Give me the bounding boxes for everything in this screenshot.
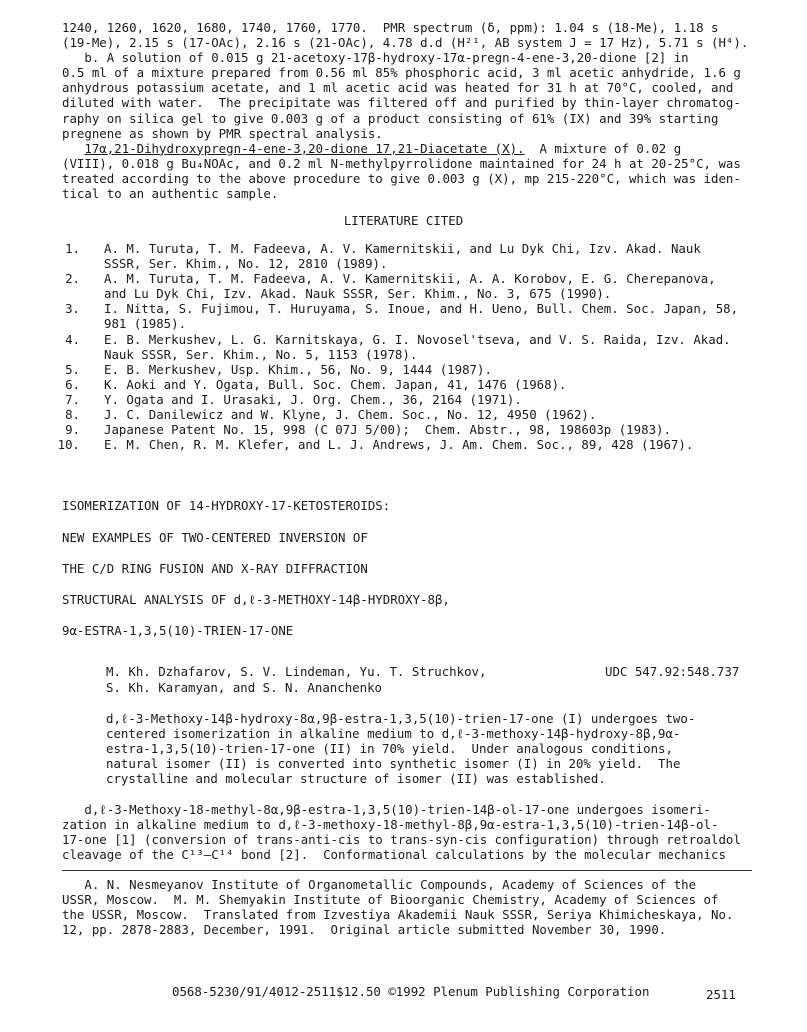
body-line: cleavage of the C¹³—C¹⁴ bond [2]. Conformational calculations by the molecular mechanics [62,847,726,863]
page-number: 2511 [706,987,736,1002]
article-title-line: THE C/D RING FUSION AND X-RAY DIFFRACTION [62,561,368,576]
reference-number: 4. [65,331,80,347]
body-line: d,ℓ-3-Methoxy-18-methyl-8α,9β-estra-1,3,5(10)-trien-14β-ol-17-one undergoes isomeri- [62,802,711,817]
reference-line: E. M. Chen, R. M. Klefer, and L. J. Andrews, J. Am. Chem. Soc., 89, 428 (1967). [104,437,694,453]
reference-number: 5. [65,361,80,377]
text-line: anhydrous potassium acetate, and 1 ml acetic acid was heated for 31 h at 70°C, cooled, and [62,80,734,96]
article-title-line: NEW EXAMPLES OF TWO-CENTERED INVERSION OF [62,530,368,545]
reference-line: K. Aoki and Y. Ogata, Bull. Soc. Chem. Japan, 41, 1476 (1968). [104,376,567,392]
abstract-line: estra-1,3,5(10)-trien-17-one (II) in 70% yield. Under analogous conditions, [106,741,673,757]
reference-item [40,407,760,422]
reference-line: J. C. Danilewicz and W. Klyne, J. Chem. Soc., No. 12, 4950 (1962). [104,407,597,423]
copyright-code: 0568-5230/91/4012-2511$12.50 ©1992 Plenum Publishing Corporation [172,984,650,999]
reference-line: A. M. Turuta, T. M. Fadeeva, A. V. Kamernitskii, A. A. Korobov, E. G. Cherepanova, [104,271,716,287]
abstract-line: crystalline and molecular structure of isomer (II) was established. [106,771,606,787]
article-title-line: 9α-ESTRA-1,3,5(10)-TRIEN-17-ONE [62,623,294,638]
authors-line: S. Kh. Karamyan, and S. N. Ananchenko [106,680,383,695]
abstract-line: centered isomerization in alkaline medium to d,ℓ-3-methoxy-14β-hydroxy-8β,9α- [106,726,681,742]
abstract-line: natural isomer (II) is converted into synthetic isomer (I) in 20% yield. The [106,756,681,772]
text-line: 1240, 1260, 1620, 1680, 1740, 1760, 1770. PMR spectrum (δ, ppm): 1.04 s (18-Me), 1.18 s [62,20,719,35]
reference-number: 1. [65,241,80,256]
reference-line: E. B. Merkushev, Usp. Khim., 56, No. 9, 1444 (1987). [104,361,492,377]
text-line: (VIII), 0.018 g Bu₄NOAc, and 0.2 ml N-methylpyrrolidone maintained for 24 h at 20-25°C, was [62,155,741,171]
text-line: raphy on silica gel to give 0.003 g of a product consisting of 61% (IX) and 39% starting [62,110,719,126]
compound-x-title: 17α,21-Dihydroxypregn-4-ene-3,20-dione 17,21-Diacetate (X). [84,140,525,156]
reference-line: SSSR, Ser. Khim., No. 12, 2810 (1989). [104,256,388,272]
abstract-line: d,ℓ-3-Methoxy-14β-hydroxy-8α,9β-estra-1,3,5(10)-trien-17-one (I) undergoes two- [106,711,696,726]
reference-item [40,301,760,331]
text-line: (19-Me), 2.15 s (17-OAc), 2.16 s (21-OAc), 4.78 d.d (H²¹, AB system J = 17 Hz), 5.71 s (H⁴). [62,35,749,51]
authors-line: M. Kh. Dzhafarov, S. V. Lindeman, Yu. T. Struchkov, [106,664,487,679]
reference-item [40,241,760,271]
reference-item [40,271,760,301]
reference-line: E. B. Merkushev, L. G. Karnitskaya, G. I. Novosel'tseva, and V. S. Raida, Izv. Akad. [104,331,731,347]
reference-item [40,377,760,392]
article-title-line: ISOMERIZATION OF 14-HYDROXY-17-KETOSTEROIDS: [62,498,391,513]
reference-item [40,362,760,377]
reference-number: 10. [57,437,80,453]
literature-cited-heading: LITERATURE CITED [343,213,464,228]
reference-number: 7. [65,391,80,407]
reference-number: 6. [65,376,80,392]
body-line: 17-one [1] (conversion of trans-anti-cis to trans-syn-cis configuration) through retroaldol [62,832,741,848]
text-line: pregnene as shown by PMR spectral analysis. [62,125,383,141]
reference-item [40,332,760,362]
footnote-line: 12, pp. 2878-2883, December, 1991. Original article submitted November 30, 1990. [62,922,667,938]
body-line: zation in alkaline medium to d,ℓ-3-methoxy-18-methyl-8β,9α-estra-1,3,5(10)-trien-14β-ol- [62,817,719,833]
footnote-line: USSR, Moscow. M. M. Shemyakin Institute of Bioorganic Chemistry, Academy of Sciences of [62,892,719,908]
reference-item [40,422,760,437]
body-text [62,802,752,862]
article-title-line: STRUCTURAL ANALYSIS OF d,ℓ-3-METHOXY-14β-HYDROXY-8β, [62,592,450,607]
reference-number: 2. [65,271,80,287]
reference-number: 9. [65,422,80,438]
affiliation-footnote [62,877,752,937]
abstract [106,711,746,786]
experimental-text [62,20,752,201]
text-line: diluted with water. The precipitate was filtered off and purified by thin-layer chromatog- [62,95,741,111]
footnote-divider [62,870,752,871]
reference-list [40,241,760,452]
reference-line: Japanese Patent No. 15, 998 (C 07J 5/00); Chem. Abstr., 98, 198603p (1983). [104,422,671,438]
compound-x-rest: A mixture of 0.02 g [524,140,682,156]
reference-line: Nauk SSSR, Ser. Khim., No. 5, 1153 (1978). [104,346,418,362]
reference-line: A. M. Turuta, T. M. Fadeeva, A. V. Kamernitskii, and Lu Dyk Chi, Izv. Akad. Nauk [104,241,701,256]
compound-x-line [62,141,752,156]
reference-number: 3. [65,301,80,317]
reference-line: Y. Ogata and I. Urasaki, J. Org. Chem., 36, 2164 (1971). [104,391,522,407]
reference-item [40,392,760,407]
reference-line: and Lu Dyk Chi, Izv. Akad. Nauk SSSR, Ser. Khim., No. 3, 675 (1990). [104,286,612,302]
text-line: b. A solution of 0.015 g 21-acetoxy-17β-hydroxy-17α-pregn-4-ene-3,20-dione [2] in [62,50,689,66]
text-line: 0.5 ml of a mixture prepared from 0.56 ml 85% phosphoric acid, 3 ml acetic anhydride, 1.6 g [62,65,741,81]
footnote-line: the USSR, Moscow. Translated from Izvestiya Akademii Nauk SSSR, Seriya Khimicheskaya, No. [62,907,734,923]
footnote-line: A. N. Nesmeyanov Institute of Organometallic Compounds, Academy of Sciences of the [62,877,697,892]
reference-line: I. Nitta, S. Fujimou, T. Huruyama, S. Inoue, and H. Ueno, Bull. Chem. Soc. Japan, 58, [104,301,739,317]
text-line: tical to an authentic sample. [62,186,279,202]
udc-code: UDC 547.92:548.737 [605,664,740,679]
reference-line: 981 (1985). [104,316,187,332]
reference-number: 8. [65,407,80,423]
reference-item [40,437,760,452]
text-line: treated according to the above procedure to give 0.003 g (X), mp 215-220°C, which was iden- [62,170,741,186]
